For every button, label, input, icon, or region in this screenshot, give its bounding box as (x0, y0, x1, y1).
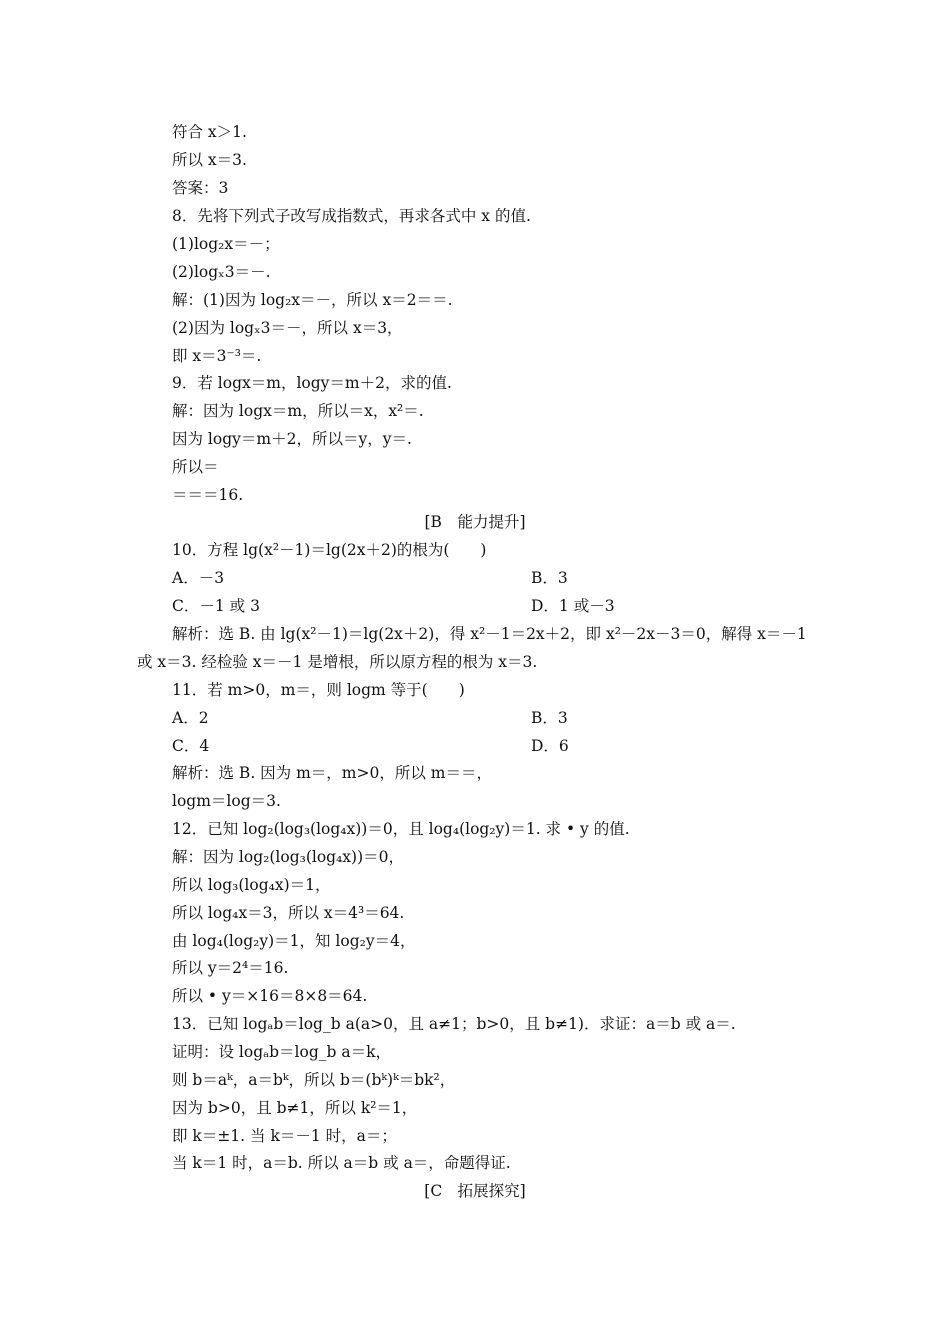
option-c: C．－1 或 3 (172, 597, 260, 615)
proof-line: 因为 b>0，且 b≠1，所以 k²＝1， (172, 1099, 418, 1117)
proof-line: 即 k＝±1. 当 k＝－1 时，a＝； (172, 1127, 397, 1145)
option-a: A．2 (172, 709, 209, 727)
solution-line: 所以＝ (172, 458, 219, 476)
text-line: 符合 x＞1. (172, 123, 247, 141)
solution-line: 解：(1)因为 log₂x＝－，所以 x＝2＝＝. (172, 291, 453, 309)
text-line: 所以 x＝3. (172, 151, 247, 169)
option-d: D．6 (531, 737, 569, 755)
analysis-line: logm＝log＝3. (172, 792, 281, 810)
text-line: (2)logₓ3＝－. (172, 263, 271, 281)
solution-line: 所以 log₃(log₄x)＝1， (172, 876, 331, 894)
solution-line: 解：因为 log₂(log₃(log₄x))＝0， (172, 848, 404, 866)
question-9: 9．若 logx＝m，logy＝m＋2，求的值. (172, 374, 452, 392)
question-12: 12．已知 log₂(log₃(log₄x))＝0，且 log₄(log₂y)＝1. 求 • y 的值. (172, 820, 630, 838)
question-11: 11．若 m>0，m＝，则 logm 等于( ) (172, 681, 465, 699)
proof-line: 证明：设 logₐb＝log_b a＝k， (172, 1043, 391, 1061)
option-a: A．－3 (172, 569, 225, 587)
solution-line: 解：因为 logx＝m，所以＝x，x²＝. (172, 402, 424, 420)
solution-line: (2)因为 logₓ3＝－，所以 x＝3， (172, 319, 403, 337)
option-b: B．3 (531, 569, 568, 587)
solution-line: 即 x＝3⁻³＝. (172, 347, 262, 365)
section-heading-c: [C 拓展探究] (424, 1182, 526, 1200)
text-line: 答案：3 (172, 179, 229, 197)
proof-line: 当 k＝1 时，a＝b. 所以 a＝b 或 a＝，命题得证. (172, 1154, 511, 1172)
analysis-line: 或 x＝3. 经检验 x＝－1 是增根，所以原方程的根为 x＝3. (137, 653, 538, 671)
analysis-line: 解析：选 B. 因为 m＝，m>0，所以 m＝＝， (172, 764, 492, 782)
option-d: D．1 或－3 (531, 597, 615, 615)
solution-line: 所以 • y＝×16＝8×8＝64. (172, 987, 368, 1005)
question-8: 8．先将下列式子改写成指数式，再求各式中 x 的值. (172, 207, 531, 225)
solution-line: 因为 logy＝m＋2，所以＝y，y＝. (172, 430, 412, 448)
proof-line: 则 b＝aᵏ，a＝bᵏ，所以 b＝(bᵏ)ᵏ＝bk²， (172, 1071, 456, 1089)
solution-line: 由 log₄(log₂y)＝1，知 log₂y＝4， (172, 932, 416, 950)
solution-line: 所以 log₄x＝3，所以 x＝4³＝64. (172, 904, 405, 922)
option-b: B．3 (531, 709, 568, 727)
solution-line: 所以 y＝2⁴＝16. (172, 959, 289, 977)
question-13: 13．已知 logₐb＝log_b a(a>0，且 a≠1；b>0，且 b≠1)．求证：a＝b 或 a＝. (172, 1015, 736, 1033)
solution-line: ＝＝＝16. (172, 486, 244, 504)
option-c: C．4 (172, 737, 210, 755)
question-10: 10．方程 lg(x²－1)＝lg(2x＋2)的根为( ) (172, 541, 487, 559)
analysis-line: 解析：选 B. 由 lg(x²－1)＝lg(2x＋2)，得 x²－1＝2x＋2，即 x²－2x－3＝0，解得 x＝－1 (172, 625, 807, 643)
text-line: (1)log₂x＝－； (172, 235, 280, 253)
section-heading-b: [B 能力提升] (424, 513, 526, 531)
